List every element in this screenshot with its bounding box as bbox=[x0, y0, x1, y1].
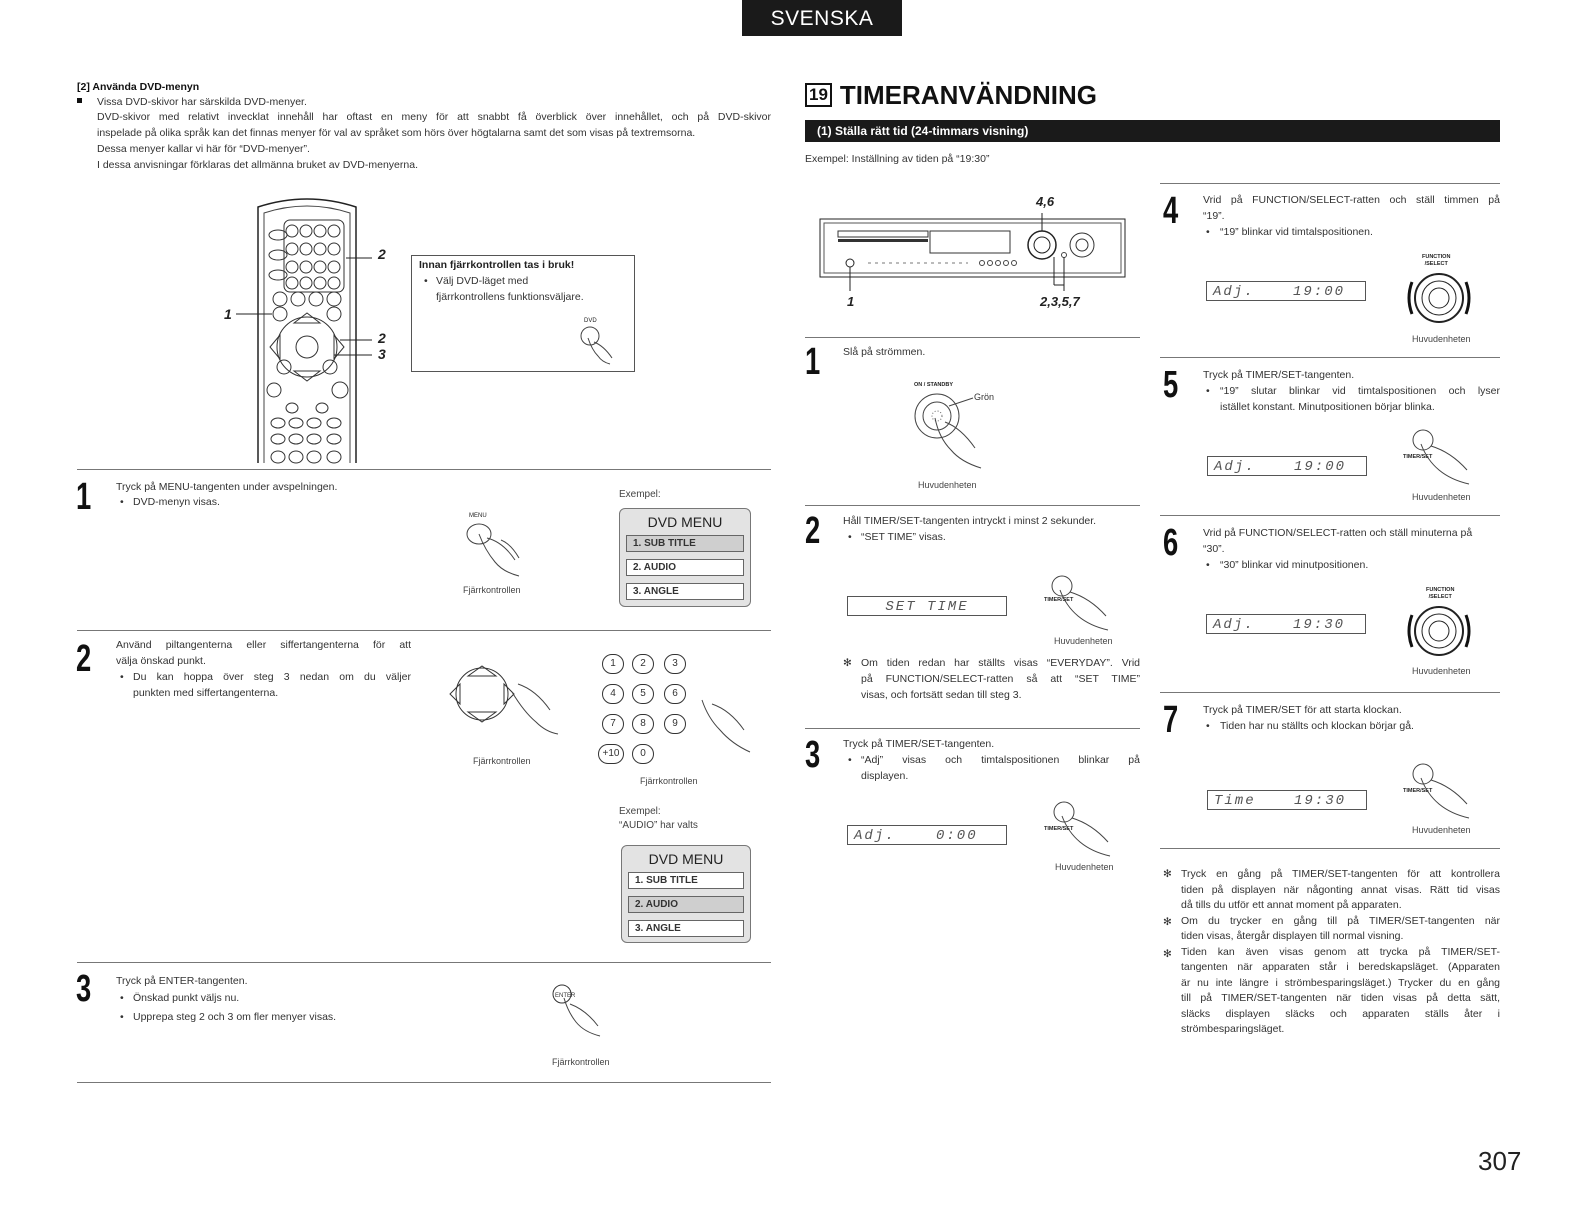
bullet-square-icon bbox=[77, 98, 82, 103]
example-label: Exempel: bbox=[619, 489, 661, 500]
step-text: välja önskad punkt. bbox=[116, 655, 206, 667]
note-line: tangenten när apparaten står i beredskapsläget. (Apparaten bbox=[1181, 961, 1500, 973]
on-standby-label: ON / STANDBY bbox=[914, 382, 954, 388]
step-bullet: punkten med siffertangenterna. bbox=[133, 687, 279, 699]
asterisk: ✻ bbox=[1163, 916, 1172, 928]
step-bullet: “19” blinkar vid timtalspositionen. bbox=[1220, 226, 1373, 238]
step-number: 1 bbox=[805, 341, 821, 383]
dvd-menu-title: DVD MENU bbox=[647, 514, 723, 530]
note-line: till på TIMER/SET-tangenten när tiden visas på detta sätt, bbox=[1181, 992, 1500, 1004]
note-line: tiden på displayen när någonting annat visas. Rätt tid visas bbox=[1181, 883, 1500, 896]
divider bbox=[77, 630, 771, 631]
note-box-title: Innan fjärrkontrollen tas i bruk! bbox=[419, 259, 575, 271]
timer-set-press-icon bbox=[1407, 428, 1487, 488]
divider bbox=[1160, 848, 1500, 849]
lcd-left: Adj. bbox=[1213, 617, 1255, 633]
note-bullet: • bbox=[424, 275, 428, 287]
number-key: 7 bbox=[602, 714, 624, 734]
callout-2b: 2 bbox=[378, 330, 386, 346]
divider bbox=[1160, 183, 1500, 184]
lcd-left: Adj. bbox=[1213, 284, 1255, 300]
callout-4-6: 4,6 bbox=[1036, 194, 1055, 209]
key-press-hand-icon bbox=[696, 694, 756, 764]
step-text: Tryck på TIMER/SET-tangenten. bbox=[1203, 369, 1355, 381]
dvd-menu-title: DVD MENU bbox=[648, 851, 724, 867]
bullet-dot: • bbox=[1206, 385, 1210, 397]
note-line: Om du trycker en gång till på TIMER/SET-tangenten när bbox=[1181, 914, 1500, 927]
note-line: då tills du utför ett annat moment på apparaten. bbox=[1181, 899, 1402, 911]
menu-key-press-icon bbox=[463, 520, 533, 580]
power-button-press-icon bbox=[905, 388, 995, 478]
caption: Fjärrkontrollen bbox=[552, 1057, 610, 1067]
lcd-left: Time bbox=[1214, 793, 1256, 809]
step-number: 3 bbox=[805, 734, 821, 776]
step-number: 2 bbox=[805, 510, 821, 552]
step-number: 4 bbox=[1163, 190, 1179, 232]
lcd-display bbox=[1207, 790, 1367, 810]
lcd-right: 19:00 bbox=[1294, 459, 1347, 475]
note-line: är nu inte längre i strömbesparingsläget.) Trycker du en gång bbox=[1181, 976, 1500, 989]
enter-key-press-icon bbox=[550, 982, 620, 1042]
lcd-right: 0:00 bbox=[936, 828, 978, 844]
bullet-dot: • bbox=[120, 1011, 124, 1023]
dvd-menu-item: 3. ANGLE bbox=[628, 920, 744, 937]
step-number: 5 bbox=[1163, 364, 1179, 406]
dvd-menu-item: 1. SUB TITLE bbox=[628, 872, 744, 889]
step-bullet: Upprepa steg 2 och 3 om fler menyer visas. bbox=[133, 1011, 337, 1023]
timer-set-label: TIMER/SET bbox=[1403, 454, 1433, 460]
number-key: 3 bbox=[664, 654, 686, 674]
menu-key-label: MENU bbox=[469, 513, 487, 519]
number-key: 9 bbox=[664, 714, 686, 734]
step-text: Använd piltangenterna eller siffertangenterna för att bbox=[116, 639, 411, 651]
step-text: Tryck på TIMER/SET för att starta klockan. bbox=[1203, 704, 1402, 716]
divider bbox=[77, 962, 771, 963]
step-number: 7 bbox=[1163, 699, 1179, 741]
dvd-menu-display bbox=[621, 845, 751, 943]
caption: Huvudenheten bbox=[1412, 492, 1471, 502]
section-number: 19 bbox=[805, 83, 832, 107]
bullet-dot: • bbox=[1206, 559, 1210, 571]
step-number: 3 bbox=[76, 968, 92, 1010]
divider bbox=[1160, 692, 1500, 693]
notes-block bbox=[1181, 867, 1500, 1038]
step-number: 1 bbox=[76, 476, 92, 518]
section-title bbox=[805, 80, 1097, 111]
note-line: Tiden kan även visas genom att trycka på TIMER/SET- bbox=[1181, 945, 1500, 958]
language-banner: SVENSKA bbox=[742, 0, 902, 36]
function-select-label: FUNCTION /SELECT bbox=[1426, 587, 1455, 600]
bullet-dot: • bbox=[120, 496, 124, 508]
callout-3: 3 bbox=[378, 346, 386, 362]
note-text: visas, och fortsätt sedan till steg 3. bbox=[861, 689, 1022, 701]
note-box bbox=[411, 255, 635, 372]
bullet-dot: • bbox=[848, 531, 852, 543]
dvd-menu-item: 3. ANGLE bbox=[626, 583, 744, 600]
dvd-key-label: DVD bbox=[584, 318, 597, 324]
step-bullet: “SET TIME” visas. bbox=[861, 531, 946, 543]
step-bullet: “Adj” visas och timtalspositionen blinkar på bbox=[861, 754, 1140, 766]
lcd-left: Adj. bbox=[1214, 459, 1256, 475]
timer-set-press-icon bbox=[1046, 574, 1126, 634]
function-select-knob-icon bbox=[1404, 268, 1474, 330]
number-key: 5 bbox=[632, 684, 654, 704]
step-bullet: istället konstant. Minutpositionen börjar blinka. bbox=[1220, 401, 1435, 413]
step-text: Tryck på MENU-tangenten under avspelningen. bbox=[116, 481, 338, 493]
note-line-2: fjärrkontrollens funktionsväljare. bbox=[436, 291, 584, 303]
lcd-display bbox=[1206, 614, 1366, 634]
dvd-menu-item: 2. AUDIO bbox=[628, 896, 744, 913]
main-unit-illustration bbox=[818, 205, 1133, 295]
enter-key-label: ENTER bbox=[555, 993, 576, 999]
step-text: Tryck på TIMER/SET-tangenten. bbox=[843, 738, 995, 750]
step-text: Tryck på ENTER-tangenten. bbox=[116, 975, 248, 987]
caption: Huvudenheten bbox=[1412, 334, 1471, 344]
lcd-right: 19:30 bbox=[1293, 617, 1346, 633]
asterisk: ✻ bbox=[1163, 868, 1172, 880]
divider bbox=[77, 1082, 771, 1083]
step-text: Vrid på FUNCTION/SELECT-ratten och ställ minuterna på bbox=[1203, 527, 1473, 539]
note-line: Tryck en gång på TIMER/SET-tangenten för att kontrollera bbox=[1181, 868, 1500, 880]
intro-line-1: Vissa DVD-skivor har särskilda DVD-menyer. bbox=[97, 96, 307, 108]
caption: Huvudenheten bbox=[1412, 825, 1471, 835]
caption: Huvudenheten bbox=[1412, 666, 1471, 676]
page-number: 307 bbox=[1478, 1146, 1522, 1176]
callout-2-3-5-7: 2,3,5,7 bbox=[1040, 294, 1080, 309]
function-select-label: FUNCTION /SELECT bbox=[1422, 254, 1451, 267]
lcd-display bbox=[1206, 281, 1366, 301]
number-keypad bbox=[596, 654, 776, 774]
asterisk: ✻ bbox=[1163, 948, 1172, 960]
remote-control-illustration bbox=[222, 195, 392, 465]
callout-1: 1 bbox=[847, 294, 855, 309]
section-title-text: TIMERANVÄNDNING bbox=[839, 80, 1098, 110]
number-key: 6 bbox=[664, 684, 686, 704]
caption: Fjärrkontrollen bbox=[473, 756, 531, 766]
function-select-knob-icon bbox=[1404, 601, 1474, 663]
divider bbox=[1160, 515, 1500, 516]
bullet-dot: • bbox=[1206, 226, 1210, 238]
bullet-dot: • bbox=[1206, 720, 1210, 732]
lcd-display bbox=[847, 825, 1007, 845]
step-bullet: “19” slutar blinkar vid timtalspositionen och lyser bbox=[1220, 385, 1500, 397]
step-bullet: Du kan hoppa över steg 3 nedan om du väljer bbox=[133, 671, 411, 683]
number-key: 4 bbox=[602, 684, 624, 704]
note-line: strömbesparingsläget. bbox=[1181, 1023, 1285, 1035]
intro-line-5: I dessa anvisningar förklaras det allmänna bruket av DVD-menyerna. bbox=[97, 159, 418, 171]
step-text: “19”. bbox=[1203, 210, 1225, 222]
lcd-right: 19:00 bbox=[1293, 284, 1346, 300]
step-number: 2 bbox=[76, 638, 92, 680]
step-bullet: Önskad punkt väljs nu. bbox=[133, 992, 240, 1004]
lcd-right: 19:30 bbox=[1294, 793, 1347, 809]
section-heading: [2] Använda DVD-menyn bbox=[77, 81, 200, 93]
timer-set-press-icon bbox=[1407, 762, 1487, 822]
step-text: Vrid på FUNCTION/SELECT-ratten och ställ timmen på bbox=[1203, 194, 1500, 206]
callout-1: 1 bbox=[224, 306, 232, 322]
dvd-menu-item: 2. AUDIO bbox=[626, 559, 744, 576]
step-number: 6 bbox=[1163, 522, 1179, 564]
dvd-menu-item: 1. SUB TITLE bbox=[626, 535, 744, 552]
note-line-1: Välj DVD-läget med bbox=[436, 275, 529, 287]
timer-set-label: TIMER/SET bbox=[1044, 597, 1074, 603]
number-key: +10 bbox=[598, 744, 624, 764]
note-line: tiden visas, återgår displayen till normal visning. bbox=[1181, 930, 1404, 942]
step-bullet: displayen. bbox=[861, 770, 909, 782]
step-bullet: DVD-menyn visas. bbox=[133, 496, 220, 508]
divider bbox=[1160, 357, 1500, 358]
divider bbox=[805, 505, 1140, 506]
divider bbox=[805, 337, 1140, 338]
divider bbox=[77, 469, 771, 470]
step-text: “30”. bbox=[1203, 543, 1225, 555]
intro-line-3: inspelade på olika språk kan det finnas menyer för val av språket som hörs över högtalarna samt det som visas på textremsorna. bbox=[97, 127, 696, 139]
lcd-left: Adj. bbox=[854, 828, 896, 844]
bullet-dot: • bbox=[848, 754, 852, 766]
number-key: 1 bbox=[602, 654, 624, 674]
timer-set-label: TIMER/SET bbox=[1403, 788, 1433, 794]
intro-line-2: DVD-skivor med relativt invecklat innehåll har oftast en meny för att snabbt få överblick över innehållet, och på DVD-skivor bbox=[97, 111, 771, 123]
subsection-bar: (1) Ställa rätt tid (24-timmars visning) bbox=[805, 120, 1500, 142]
callout-2a: 2 bbox=[378, 246, 386, 262]
lcd-display bbox=[1207, 456, 1367, 476]
intro-line-4: Dessa menyer kallar vi här för “DVD-menyer”. bbox=[97, 143, 310, 155]
step-bullet: “30” blinkar vid minutpositionen. bbox=[1220, 559, 1369, 571]
step-text: Slå på strömmen. bbox=[843, 346, 926, 358]
example-selected-label: “AUDIO” har valts bbox=[619, 820, 698, 831]
dvd-key-press-icon bbox=[572, 324, 622, 368]
asterisk: ✻ bbox=[843, 657, 852, 669]
divider bbox=[805, 728, 1140, 729]
example-label: Exempel: bbox=[619, 806, 661, 817]
green-label: Grön bbox=[974, 392, 995, 402]
note-text: på FUNCTION/SELECT-ratten så att “SET TIME” bbox=[861, 673, 1140, 685]
number-key: 2 bbox=[632, 654, 654, 674]
caption: Huvudenheten bbox=[918, 480, 977, 490]
bullet-dot: • bbox=[120, 992, 124, 1004]
lcd-display: SET TIME bbox=[847, 596, 1007, 616]
bullet-dot: • bbox=[120, 671, 124, 683]
caption: Fjärrkontrollen bbox=[463, 585, 521, 595]
caption: Huvudenheten bbox=[1055, 862, 1114, 872]
step-text: Håll TIMER/SET-tangenten intryckt i minst 2 sekunder. bbox=[843, 515, 1097, 527]
caption: Huvudenheten bbox=[1054, 636, 1113, 646]
timer-set-label: TIMER/SET bbox=[1044, 826, 1074, 832]
dvd-menu-display bbox=[619, 508, 751, 607]
note-line: släcks displayen släcks och apparaten ställs åter i bbox=[1181, 1007, 1500, 1020]
number-key: 8 bbox=[632, 714, 654, 734]
example-text: Exempel: Inställning av tiden på “19:30” bbox=[805, 153, 990, 165]
note-text: Om tiden redan har ställts visas “EVERYDAY”. Vrid bbox=[861, 657, 1140, 669]
step-bullet: Tiden har nu ställts och klockan börjar gå. bbox=[1220, 720, 1414, 732]
caption: Fjärrkontrollen bbox=[640, 776, 698, 786]
timer-set-press-icon bbox=[1048, 800, 1128, 860]
arrow-keys-press-icon bbox=[446, 662, 566, 762]
number-key: 0 bbox=[632, 744, 654, 764]
